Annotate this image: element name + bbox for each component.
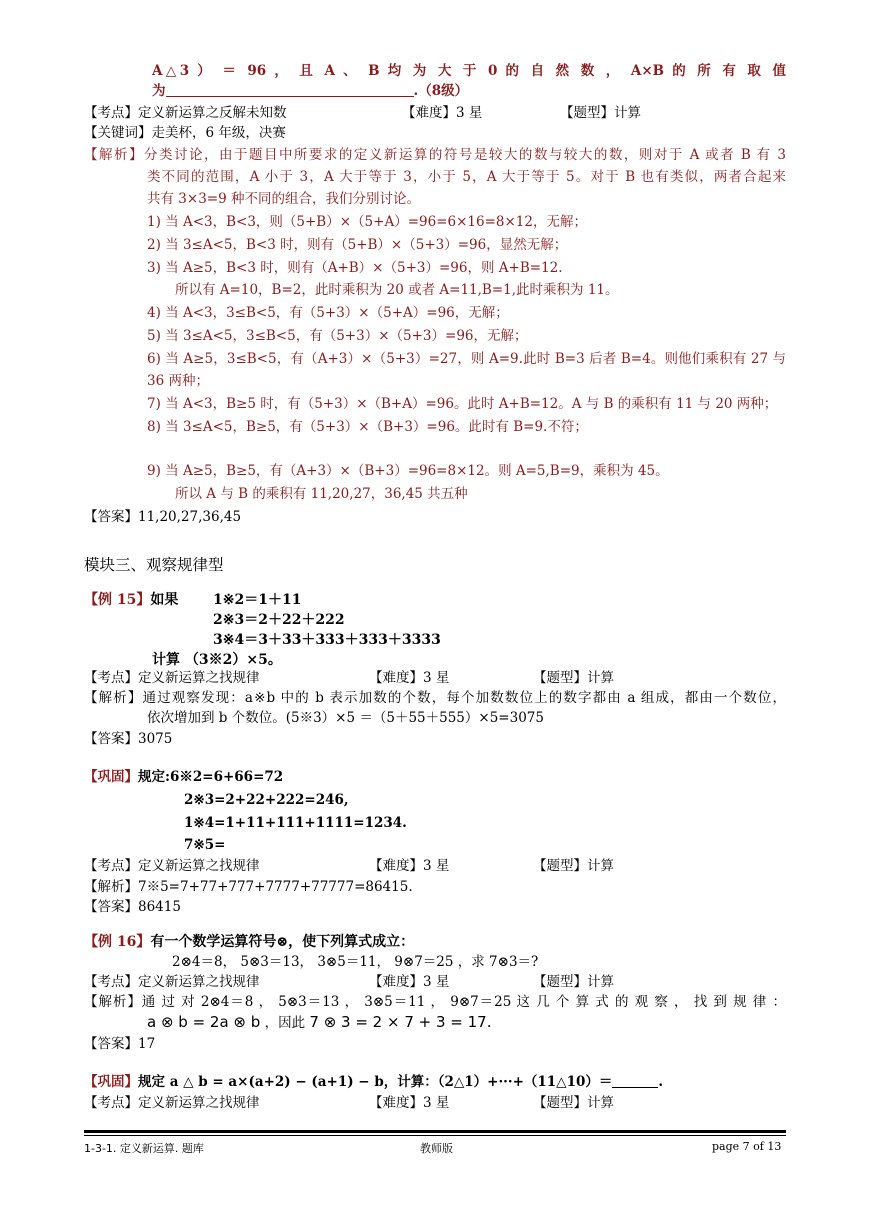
case-3: 3) 当 A≥5，B<3 时，则有（A+B）×（5+3）=96，则 A+B=12.: [147, 260, 563, 276]
jiexi-line: 类不同的范围，A 小于 3，A 大于等于 3，小于 5，A 大于等于 5。对于 B 也有类似，两者合起来: [147, 169, 786, 185]
rule-result: 7 ⊗ 3 = 2 × 7 + 3 = 17.: [309, 1013, 492, 1031]
question-line-1: A△3 ） ＝ 96 ， 且 A 、 B 均 为 大 于 0 的 自 然 数 ， A×B 的 所 有 取 值: [152, 63, 786, 79]
tixing-gonggu1: 【题型】计算: [533, 858, 614, 874]
tixing-gonggu2: 【题型】计算: [533, 1095, 614, 1111]
case-4: 4) 当 A<3，3≤B<5，有（5+3）×（5+A）=96，无解；: [147, 305, 509, 321]
tixing-ex16: 【题型】计算: [533, 974, 614, 990]
case-7: 7) 当 A<3，B≥5 时，有（5+3）×（B+A）=96。此时 A+B=12。A 与 B 的乘积有 11 与 20 两种；: [147, 396, 778, 412]
footer-rule-thin: [84, 1135, 786, 1136]
nandu-gonggu2: 【难度】3 星: [369, 1095, 450, 1111]
jiexi-line: 共有 3×3=9 种不同的组合，我们分别讨论。: [147, 191, 420, 207]
answer-blank: [612, 1074, 658, 1088]
example-title: 有一个数学运算符号⊗，使下列算式成立：: [150, 934, 415, 950]
jiexi-ex15: 【解析】通过观察发现：a※b 中的 b 表示加数的个数，每个加数数位上的数字都由 a 组成，都由一个数位，: [84, 690, 786, 706]
tixing-ex15: 【题型】计算: [533, 670, 614, 686]
nandu-ex15: 【难度】3 星: [369, 670, 450, 686]
footer-page-number: page 7 of 13: [712, 1140, 782, 1153]
gonggu-tag: 【巩固】: [84, 1074, 138, 1090]
nandu-gonggu1: 【难度】3 星: [369, 858, 450, 874]
jiexi-ex16: 【解析】通 过 对 2⊗4＝8 ， 5⊗3＝13 ， 3⊗5＝11 ， 9⊗7＝25 这 几 个 算 式 的 观 察 ， 找 到 规 律 ：: [84, 994, 786, 1010]
kaodian-gonggu2: 【考点】定义新运算之找规律: [84, 1095, 260, 1111]
answer-blank: [166, 82, 414, 97]
footer-left: 1-3-1. 定义新运算. 题库: [84, 1142, 204, 1155]
kaodian-ex16: 【考点】定义新运算之找规律: [84, 974, 260, 990]
rule-connector: ，因此: [264, 1015, 306, 1031]
conclusion: 所以 A 与 B 的乘积有 11,20,27，36,45 共五种: [175, 486, 468, 502]
daan-gonggu1: 【答案】86415: [84, 899, 181, 915]
case-5: 5) 当 3≤A<5，3≤B<5，有（5+3）×（5+3）=96，无解；: [147, 328, 528, 344]
case-8: 8) 当 3≤A<5，B≥5，有（5+3）×（B+3）=96。此时有 B=9.不符；: [147, 419, 588, 435]
gonggu-tag: 【巩固】: [84, 769, 138, 785]
example-tag: 【例 16】: [84, 934, 151, 950]
gonggu-eq3: 1※4=1+11+111+1111=1234.: [184, 815, 407, 831]
footer-rule-thick: [84, 1130, 786, 1133]
kaodian-gonggu1: 【考点】定义新运算之找规律: [84, 858, 260, 874]
gonggu-rule: 规定:6※2=6+66=72: [138, 769, 284, 785]
ex15-eq3: 3※4＝3＋33＋333＋333＋3333: [213, 632, 441, 648]
jiexi-ex16-cont: [147, 1013, 492, 1032]
daan-ex15: 【答案】3075: [84, 731, 173, 747]
ex15-eq1: 1※2＝1＋11: [213, 592, 302, 608]
question-prefix: 为: [152, 83, 166, 99]
kaodian-q1: 【考点】定义新运算之反解未知数: [84, 105, 287, 121]
gonggu-2-text: 规定 a △ b = a×(a+2) − (a+1) − b，计算：（2△1）+···+（11△10）＝: [138, 1074, 613, 1090]
example-15: [84, 591, 178, 609]
case-3-detail: 所以有 A=10，B=2，此时乘积为 20 或者 A=11,B=1,此时乘积为 11。: [175, 282, 619, 298]
case-2: 2) 当 3≤A<5，B<3 时，则有（5+B）×（5+3）=96，显然无解；: [147, 237, 568, 253]
gonggu-2-tail: .: [658, 1074, 664, 1090]
tixing-q1: 【题型】计算: [560, 105, 641, 121]
nandu-ex16: 【难度】3 星: [369, 974, 450, 990]
question-suffix: .（8级）: [413, 83, 469, 99]
nandu-q1: 【难度】3 星: [402, 105, 483, 121]
ex16-equations: 2⊗4＝8， 5⊗3＝13， 3⊗5＝11， 9⊗7＝25 ，求 7⊗3＝?: [172, 954, 539, 970]
jiexi-gonggu1: 【解析】7※5=7+77+777+7777+77777=86415.: [84, 879, 413, 895]
rule-formula: a ⊗ b = 2a ⊗ b: [147, 1013, 261, 1031]
question-line-2: [152, 82, 468, 100]
gonggu-1: [84, 768, 283, 786]
kaodian-ex15: 【考点】定义新运算之找规律: [84, 670, 260, 686]
jiexi-ex15-cont: 依次增加到 b 个数位。(5※3）×5 ＝（5＋55＋555）×5=3075: [147, 710, 544, 726]
daan-q1: 【答案】11,20,27,36,45: [84, 509, 242, 525]
module-title: 模块三、观察规律型: [84, 556, 224, 574]
case-9: 9) 当 A≥5，B≥5，有（A+3）×（B+3）=96=8×12。则 A=5,B=9，乘积为 45。: [147, 463, 669, 479]
example-tag: 【例 15】: [84, 592, 151, 608]
footer-center: 教师版: [420, 1142, 453, 1155]
daan-ex16: 【答案】17: [84, 1036, 156, 1052]
jiexi-line: 【解析】分类讨论，由于题目中所要求的定义新运算的符号是较大的数与较大的数，则对于 A 或者 B 有 3: [84, 147, 786, 163]
ex15-eq2: 2※3＝2＋22＋222: [213, 612, 345, 628]
case-1: 1) 当 A<3，B<3，则（5+B）×（5+A）=96=6×16=8×12，无解；: [147, 214, 587, 230]
gonggu-eq4: 7※5=: [184, 837, 226, 853]
case-6: 6) 当 A≥5，3≤B<5，有（A+3）×（5+3）=27，则 A=9.此时 B=3 后者 B=4。则他们乘积有 27 与: [147, 351, 786, 367]
gonggu-eq2: 2※3=2+22+222=246,: [184, 792, 349, 808]
case-6-cont: 36 两种；: [147, 373, 209, 389]
example-16: [84, 933, 414, 951]
gonggu-2: [84, 1073, 663, 1091]
guanjianci-q1: 【关键词】走美杯，6 年级，决赛: [84, 125, 286, 141]
example-lead: 如果: [150, 592, 179, 608]
ex15-compute: 计算 （3※2）×5。: [152, 652, 282, 668]
